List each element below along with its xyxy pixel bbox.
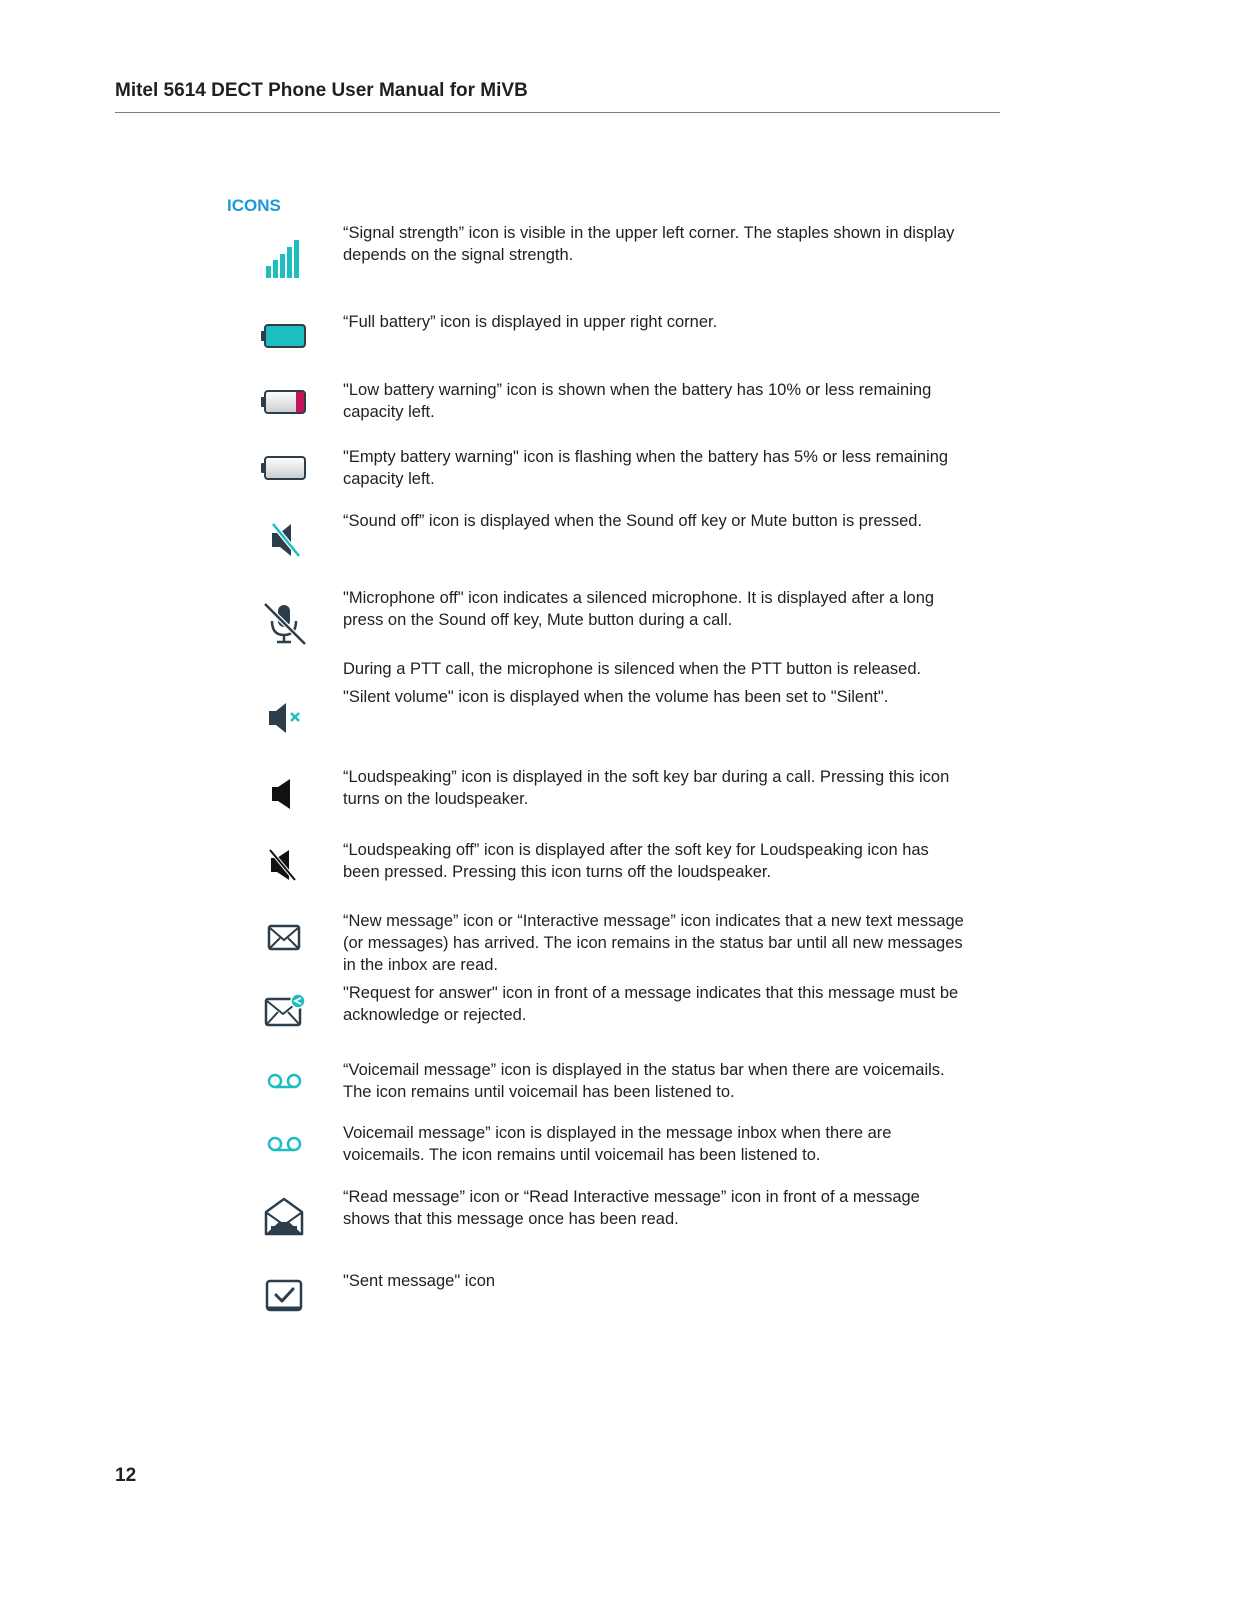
icon-description: "Silent volume" icon is displayed when the volume has been set to "Silent". xyxy=(343,688,889,706)
signal-strength-icon xyxy=(264,238,304,280)
silent-volume-icon xyxy=(266,700,304,736)
icon-description: “Full battery” icon is displayed in upper right corner. xyxy=(343,313,718,331)
icon-description: "Empty battery warning" icon is flashing when the battery has 5% or less remaining capacity left. xyxy=(343,448,949,488)
sound-off-icon xyxy=(267,520,303,560)
icon-description: “Read message” icon or “Read Interactive message” icon in front of a message shows that this message once has been read. xyxy=(343,1188,920,1228)
page-number: 12 xyxy=(115,1465,137,1486)
icon-description: “Loudspeaking off” icon is displayed after the soft key for Loudspeaking icon has been pressed. Pressing this icon turns off the loudspeaker. xyxy=(343,841,929,881)
sent-message-icon xyxy=(264,1278,304,1314)
request-for-answer-icon xyxy=(264,993,308,1029)
icon-description: "Request for answer" icon in front of a message indicates that this message must be acknowledge or rejected. xyxy=(343,984,959,1024)
new-message-icon xyxy=(267,924,301,952)
loudspeaking-off-icon xyxy=(268,848,298,882)
read-message-icon xyxy=(263,1196,305,1238)
icon-description: “Loudspeaking” icon is displayed in the soft key bar during a call. Pressing this icon turns on the loudspeaker. xyxy=(343,768,950,808)
icon-description: “Sound off” icon is displayed when the Sound off key or Mute button is pressed. xyxy=(343,512,923,530)
voicemail-inbox-icon xyxy=(266,1134,304,1154)
icon-description: Voicemail message” icon is displayed in the message inbox when there are voicemails. The icon remains until voicemail has been listened to. xyxy=(343,1124,892,1164)
icon-description: “Signal strength” icon is visible in the upper left corner. The staples shown in display depends on the signal strength. xyxy=(343,224,955,264)
icon-description: "Low battery warning” icon is shown when the battery has 10% or less remaining capacity left. xyxy=(343,381,932,421)
empty-battery-icon xyxy=(261,455,307,481)
loudspeaking-icon xyxy=(269,777,295,811)
low-battery-icon xyxy=(261,389,307,415)
section-heading: ICONS xyxy=(227,196,281,215)
icon-description: “Voicemail message” icon is displayed in the status bar when there are voicemails. The icon remains until voicemail has been listened to. xyxy=(343,1061,945,1101)
icon-description: “New message” icon or “Interactive message” icon indicates that a new text message (or messages) has arrived. The icon remains in the status bar until all new messages in the inbox are read. xyxy=(343,912,964,974)
icon-description: "Microphone off" icon indicates a silenced microphone. It is displayed after a long press on the Sound off key, Mute button during a call. xyxy=(343,589,935,629)
microphone-off-icon xyxy=(262,601,308,647)
header-divider xyxy=(115,112,1000,113)
full-battery-icon xyxy=(261,323,307,349)
icon-description: "Sent message" icon xyxy=(343,1272,496,1290)
voicemail-status-icon xyxy=(266,1071,304,1091)
document-title: Mitel 5614 DECT Phone User Manual for MiVB xyxy=(115,80,528,101)
ptt-note: During a PTT call, the microphone is silenced when the PTT button is released. xyxy=(343,660,922,678)
